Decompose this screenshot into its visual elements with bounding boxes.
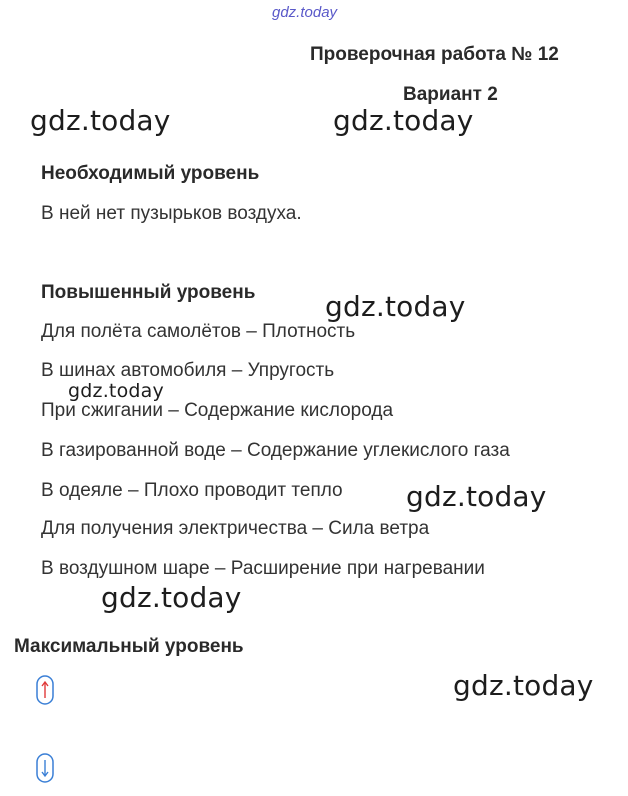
list-item: Для получения электричества – Сила ветра xyxy=(41,518,430,539)
thermometer-up-icon xyxy=(35,674,55,706)
list-item: Для полёта самолётов – Плотность xyxy=(41,321,356,342)
variant-label: Вариант 2 xyxy=(403,84,498,105)
section-heading-maximum: Максимальный уровень xyxy=(14,636,244,657)
list-item: В шинах автомобиля – Упругость xyxy=(41,360,335,381)
list-item: В одеяле – Плохо проводит тепло xyxy=(41,480,343,501)
list-item: В газированной воде – Содержание углекислого газа xyxy=(41,440,510,461)
watermark-lower-right: gdz.today xyxy=(453,669,594,702)
list-item: В воздушном шаре – Расширение при нагревании xyxy=(41,558,485,579)
watermark-top: gdz.today xyxy=(272,4,338,21)
watermark-center-top: gdz.today xyxy=(333,104,474,137)
watermark-left-top: gdz.today xyxy=(30,104,171,137)
watermark-mid-upper: gdz.today xyxy=(325,290,466,323)
list-item: При сжигании – Содержание кислорода xyxy=(41,400,394,421)
watermark-small-mid: gdz.today xyxy=(68,380,164,402)
page-title: Проверочная работа № 12 xyxy=(310,44,559,65)
watermark-right-mid: gdz.today xyxy=(406,480,547,513)
watermark-lower-left: gdz.today xyxy=(101,581,242,614)
necessary-answer: В ней нет пузырьков воздуха. xyxy=(41,203,302,224)
thermometer-down-icon xyxy=(35,752,55,784)
section-heading-advanced: Повышенный уровень xyxy=(41,282,256,303)
section-heading-necessary: Необходимый уровень xyxy=(41,163,260,184)
